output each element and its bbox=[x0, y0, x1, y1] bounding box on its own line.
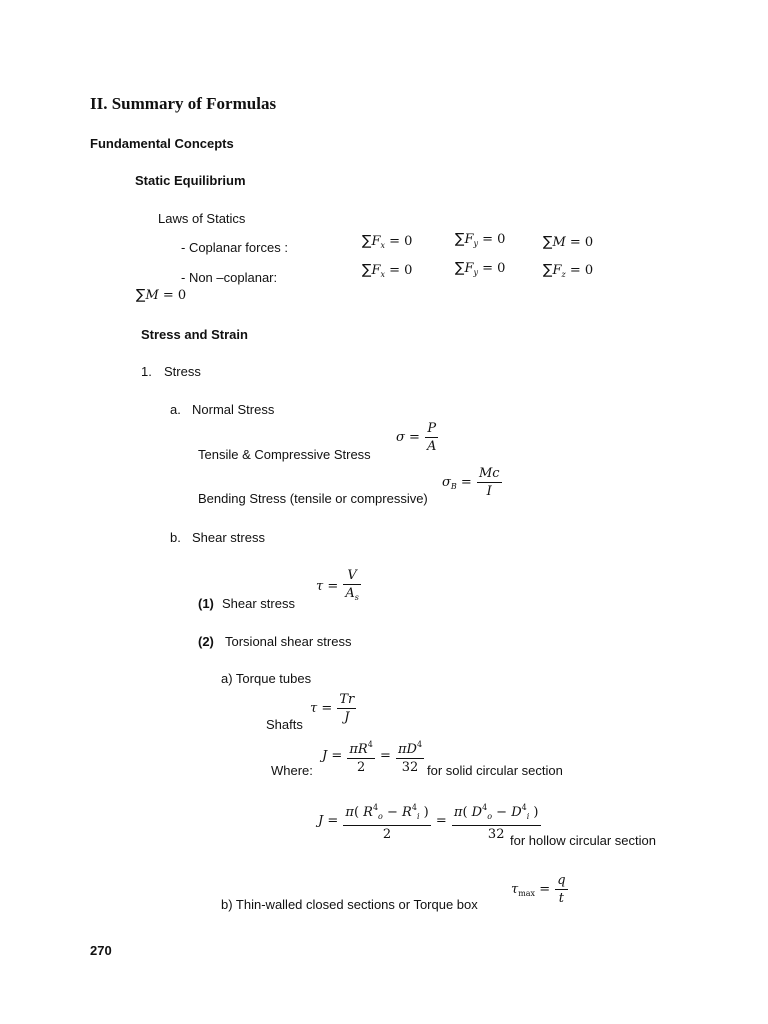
heading-stress-and-strain: Stress and Strain bbox=[141, 327, 248, 342]
solid-section-label: for solid circular section bbox=[427, 763, 563, 778]
list-number-paren-2: (2) bbox=[198, 634, 214, 649]
formula-sum-fy: $\sum F_y = 0$ bbox=[455, 231, 506, 248]
list-number-paren-1: (1) bbox=[198, 596, 214, 611]
formula-sum-m: ∑M = 0 bbox=[543, 234, 594, 250]
stress-label: Stress bbox=[164, 364, 201, 379]
formula-sigma-b: $\sigma_B$ = $\frac{Mc}{I}$ bbox=[442, 466, 500, 499]
formula-sum-fx: $\sum F_x = 0$ bbox=[362, 233, 413, 250]
tensile-compressive-label: Tensile & Compressive Stress bbox=[198, 447, 371, 462]
heading-static-equilibrium: Static Equilibrium bbox=[135, 173, 246, 188]
formula-sigma-p-over-a: σ = $\frac{P}{A}$ bbox=[396, 421, 437, 454]
list-number-1: 1. bbox=[141, 364, 152, 379]
formula-sum-fx-2: $\sum F_x = 0$ bbox=[362, 262, 413, 279]
shafts-label: Shafts bbox=[266, 717, 303, 732]
list-letter-b: b. bbox=[170, 530, 181, 545]
formula-j-hollow: J = $\frac{\pi( R^4_o - R^4_i )}{2}$ = $\frac{\pi( D^4_o - D^4_i )}{32}$ bbox=[318, 799, 542, 843]
heading-fundamental-concepts: Fundamental Concepts bbox=[90, 136, 234, 151]
list-letter-a: a. bbox=[170, 402, 181, 417]
formula-j-solid: J = $\frac{\pi R^4}{2}$ = $\frac{\pi D^4}{32}$ bbox=[322, 736, 425, 776]
torsional-shear-item: Torsional shear stress bbox=[225, 634, 352, 649]
bending-stress-label: Bending Stress (tensile or compressive) bbox=[198, 491, 428, 506]
where-label: Where: bbox=[271, 763, 313, 778]
formula-sum-fz: $\sum F_z = 0$ bbox=[543, 262, 594, 279]
laws-of-statics-label: Laws of Statics bbox=[158, 211, 246, 226]
formula-tau-v-over-as: τ = $\frac{V}{A_s}$ bbox=[316, 568, 359, 602]
torque-tubes-label: a) Torque tubes bbox=[221, 671, 312, 686]
formula-sum-fy-2: $\sum F_y = 0$ bbox=[455, 260, 506, 277]
normal-stress-label: Normal Stress bbox=[192, 402, 275, 417]
page-number: 270 bbox=[90, 943, 112, 958]
non-coplanar-label: - Non –coplanar: bbox=[181, 270, 278, 285]
shear-stress-heading: Shear stress bbox=[192, 530, 265, 545]
hollow-section-label: for hollow circular section bbox=[510, 833, 656, 848]
coplanar-forces-label: - Coplanar forces : bbox=[181, 240, 288, 255]
formula-tau-max: $\tau_{max}$ = $\frac{q}{t}$ bbox=[511, 873, 566, 906]
formula-sum-m-2: ∑M = 0 bbox=[136, 287, 187, 303]
thin-walled-label: b) Thin-walled closed sections or Torque box bbox=[221, 897, 478, 912]
shear-stress-item: Shear stress bbox=[222, 596, 295, 611]
formula-tau-tr-over-j: τ = $\frac{Tr}{J}$ bbox=[310, 692, 355, 725]
page-title: II. Summary of Formulas bbox=[90, 94, 277, 113]
